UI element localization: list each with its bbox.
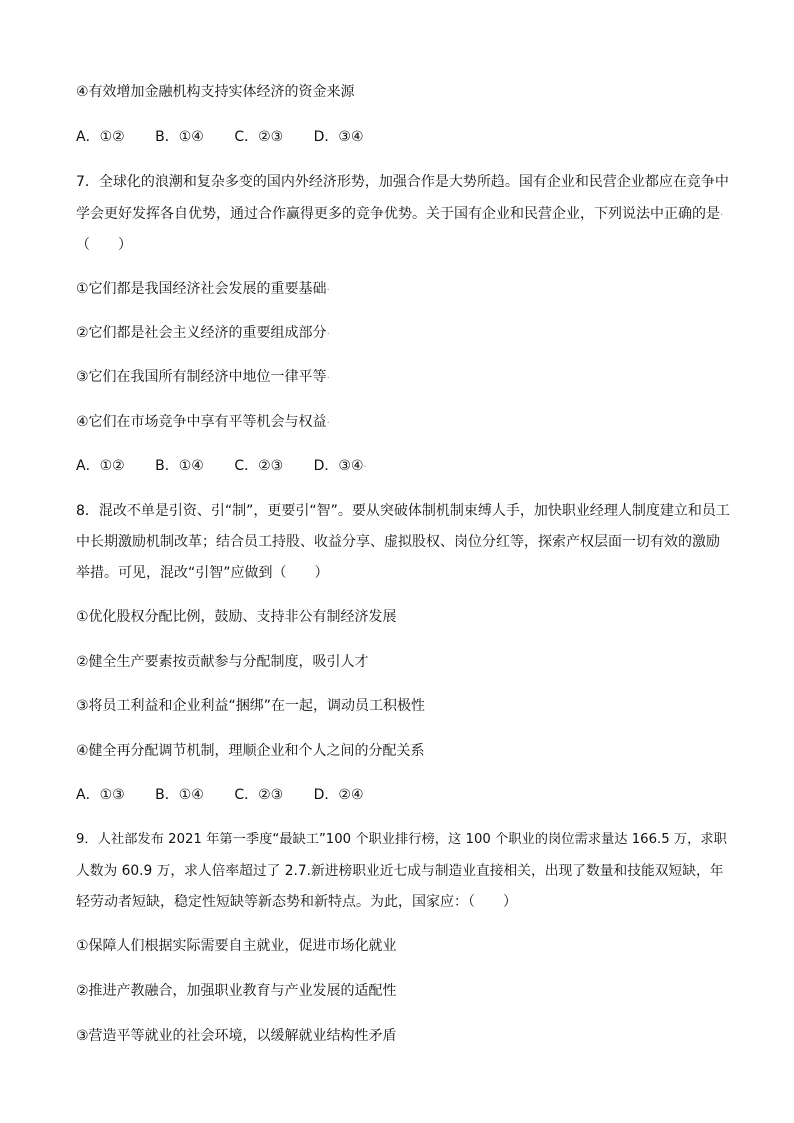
q7-stem-line-1: 7．全球化的浪潮和复杂多变的国内外经济形势，加强合作是大势所趋。国有企业和民营企业都应在竞争中	[76, 174, 729, 190]
q9-option-1: ①保障人们根据实际需要自主就业，促进市场化就业	[76, 938, 397, 954]
q6-choice-d: D．③④	[313, 129, 364, 145]
q7-choice-d-text: D．③④	[313, 458, 364, 474]
q7-stem-line-2-text: 学会更好发挥各自优势，通过合作赢得更多的竞争优势。关于国有企业和民营企业，下列说法中正确的是	[76, 206, 720, 222]
q7-option-3-text: ③它们在我国所有制经济中地位一律平等	[76, 369, 327, 385]
q8-stem-line-3: 举措。可见，混改“引智”应做到（ ）	[76, 565, 329, 581]
q9-option-3: ③营造平等就业的社会环境，以缓解就业结构性矛盾	[76, 1028, 397, 1044]
q8-option-1: ①优化股权分配比例，鼓励、支持非公有制经济发展	[76, 609, 397, 625]
q7-stem-line-2	[76, 205, 734, 225]
q9-stem-line-3: 轻劳动者短缺，稳定性短缺等新态势和新特点。为此，国家应：（ ）	[76, 894, 517, 910]
paragraph-mark: ·	[326, 373, 330, 384]
q6-option-4: ④有效增加金融机构支持实体经济的资金来源	[76, 84, 355, 100]
q8-choice-a: A．①③	[76, 787, 125, 803]
q7-option-1-text: ①它们都是我国经济社会发展的重要基础	[76, 281, 327, 297]
q7-option-2-text: ②它们都是社会主义经济的重要组成部分	[76, 325, 327, 341]
q7-option-4	[76, 413, 734, 433]
q7-stem-line-3: （ ）	[76, 237, 132, 253]
q6-choice-b: B．①④	[155, 129, 204, 145]
q7-choice-d	[314, 457, 367, 477]
q7-choices	[76, 457, 393, 477]
q6-choice-c: C．②③	[234, 129, 284, 145]
q8-choices	[76, 786, 390, 804]
q7-option-2	[76, 324, 734, 344]
q7-choice-a: A．①②	[76, 458, 125, 474]
q9-option-2: ②推进产教融合，加强职业教育与产业发展的适配性	[76, 983, 397, 999]
q8-option-2: ②健全生产要素按贡献参与分配制度，吸引人才	[76, 654, 369, 670]
q8-stem-line-1: 8．混改不单是引资、引“制”，更要引“智”。要从突破体制机制束缚人手，加快职业经理人制度建立和员工	[76, 503, 730, 519]
q9-stem-line-1: 9．人社部发布 2021 年第一季度“最缺工”100 个职业排行榜，这 100 个职业的岗位需求量达 166.5 万，求职	[76, 832, 727, 847]
q6-choice-a: A．①②	[76, 129, 125, 145]
q8-choice-d: D．②④	[313, 787, 364, 803]
paragraph-mark: ·	[720, 210, 724, 221]
q7-option-4-text: ④它们在市场竞争中享有平等机会与权益	[76, 414, 327, 430]
q7-choice-c: C．②③	[234, 458, 284, 474]
paragraph-mark: ·	[326, 418, 330, 429]
q8-option-3: ③将员工利益和企业利益“捆绑”在一起，调动员工积极性	[76, 698, 426, 714]
paragraph-mark: ·	[363, 462, 367, 473]
q8-option-4: ④健全再分配调节机制，理顺企业和个人之间的分配关系	[76, 743, 425, 759]
q8-stem-line-2: 中长期激励机制改革；结合员工持股、收益分享、虚拟股权、岗位分红等，探索产权层面一切有效的激励	[76, 534, 720, 550]
q8-choice-c: C．②③	[234, 787, 284, 803]
q6-choices	[76, 128, 390, 146]
q7-option-1	[76, 280, 734, 300]
q7-option-3	[76, 368, 734, 388]
q9-stem-line-2: 人数为 60.9 万，求人倍率超过了 2.7.新进榜职业近七成与制造业直接相关，出现了数量和技能双短缺，年	[76, 863, 724, 879]
paragraph-mark: ·	[326, 329, 330, 340]
q7-choice-b: B．①④	[155, 458, 204, 474]
q8-choice-b: B．①④	[155, 787, 204, 803]
paragraph-mark: ·	[326, 285, 330, 296]
